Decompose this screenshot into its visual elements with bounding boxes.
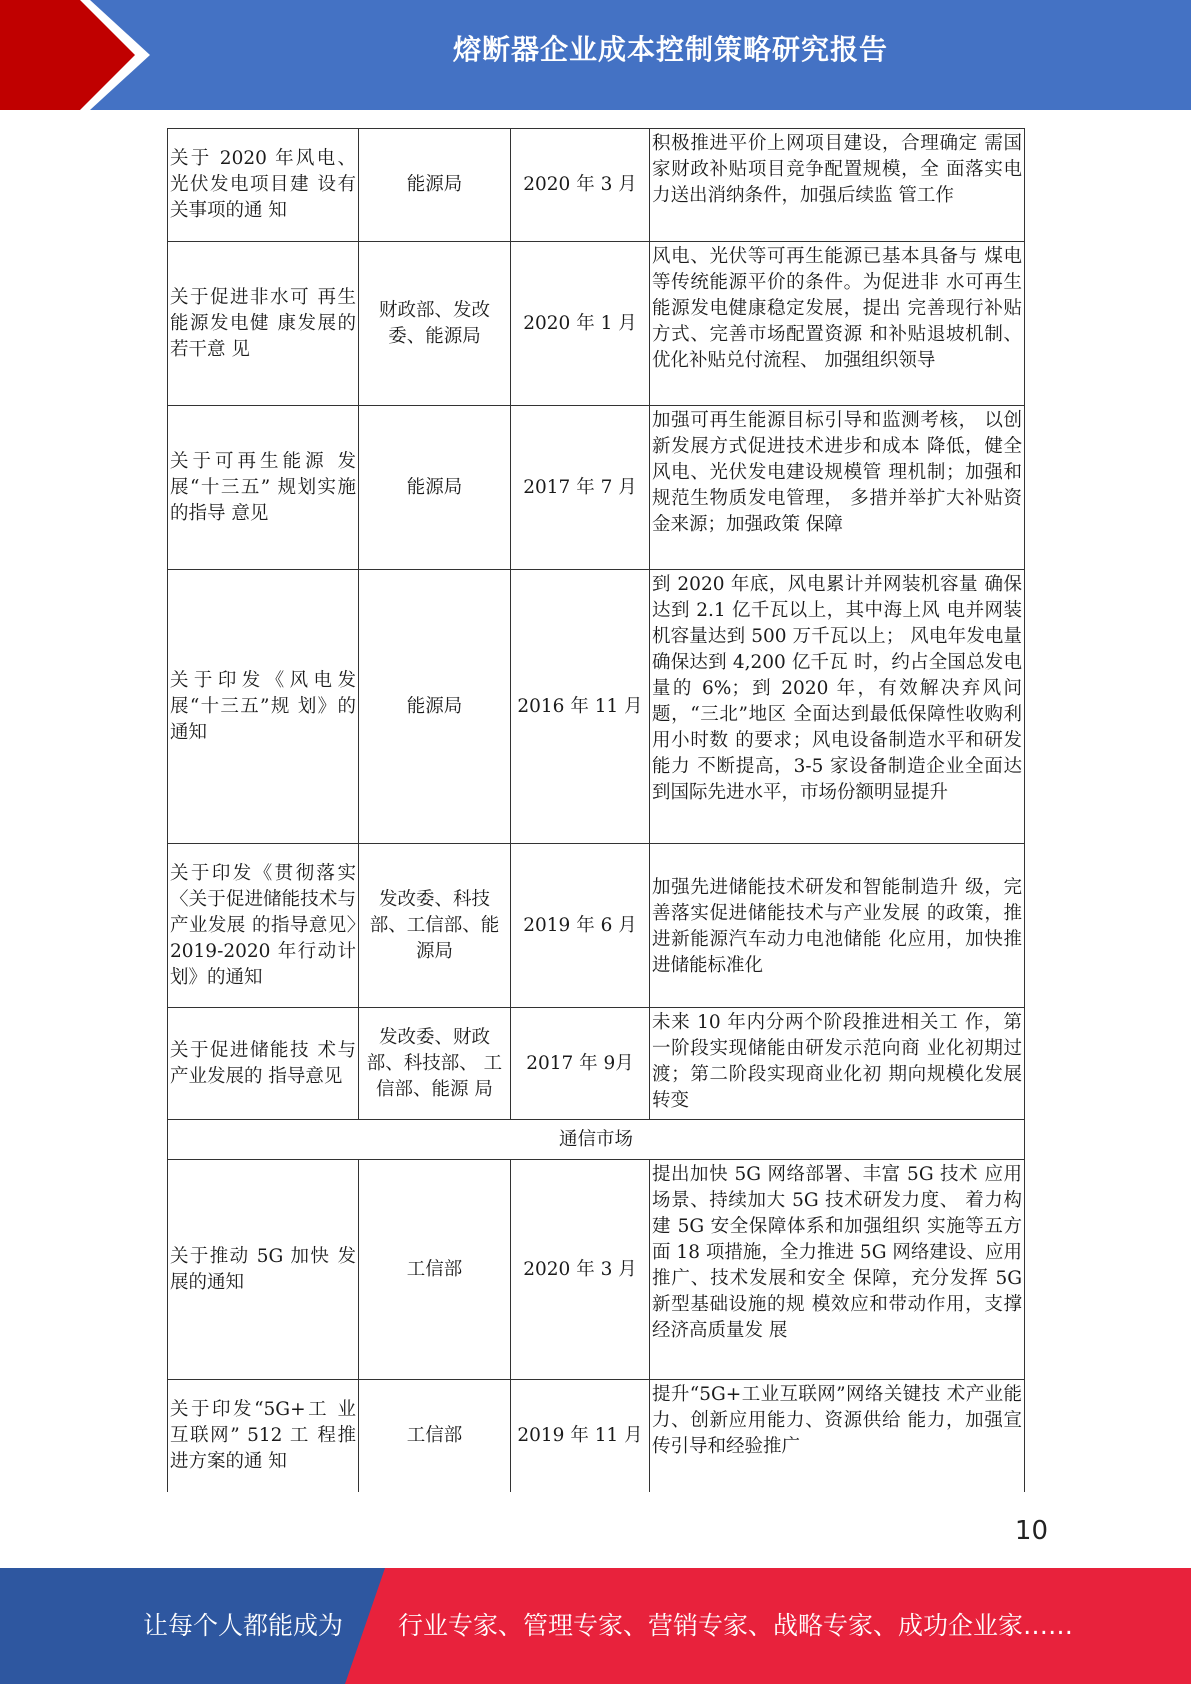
issue-date: 2019 年 6 月 [511, 844, 650, 1008]
table-row [168, 1380, 1025, 1492]
table-row [168, 1008, 1025, 1120]
policy-content: 到 2020 年底，风电累计并网装机容量 确保达到 2.1 亿千瓦以上，其中海上风 电并网装机容量达到 500 万千瓦以上； 风电年发电量确保达到 4,200 亿千瓦 时，约占全国总发电量的 6%；到 2020 年，有效解决弃风问题，“三北”地区 全面达到最低保障性收购利用小时数 的要求；风电设备制造水平和研发能力 不断提高，3-5 家设备制造企业全面达 到国际先进水平，市场份额明显提升 [650, 570, 1025, 844]
header-red-arrow-decoration [0, 0, 150, 110]
issue-date: 2020 年 3 月 [511, 1160, 650, 1380]
policy-content: 积极推进平价上网项目建设，合理确定 需国家财政补贴项目竞争配置规模，全 面落实电力送出消纳条件，加强后续监 管工作 [650, 129, 1025, 242]
policy-table [167, 128, 1025, 1492]
policy-title: 关于 2020 年风电、光伏发电项目建 设有关事项的通 知 [168, 129, 359, 242]
issue-date: 2019 年 11 月 [511, 1380, 650, 1492]
policy-title: 关于印发《贯彻落实〈关于促进储能技术与产业发展 的指导意见〉2019-2020 年行动计划》的通知 [168, 844, 359, 1008]
issuing-department: 工信部 [359, 1160, 511, 1380]
page-header [0, 0, 1191, 110]
policy-title: 关于促进储能技 术与产业发展的 指导意见 [168, 1008, 359, 1120]
issue-date: 2017 年 9月 [511, 1008, 650, 1120]
policy-title: 关于推动 5G 加快 发展的通知 [168, 1160, 359, 1380]
issuing-department: 发改委、财政部、科技部、 工信部、能源 局 [359, 1008, 511, 1120]
table-row [168, 129, 1025, 242]
issue-date: 2017 年 7 月 [511, 406, 650, 570]
table-row [168, 406, 1025, 570]
footer-slogan-right: 行业专家、管理专家、营销专家、战略专家、成功企业家…… [398, 1611, 1074, 1640]
section-header-row [168, 1120, 1025, 1160]
issue-date: 2016 年 11 月 [511, 570, 650, 844]
issuing-department: 发改委、科技部、工信部、能源局 [359, 844, 511, 1008]
table-row [168, 570, 1025, 844]
policy-title: 关于可再生能源 发展“十三五” 规划实施的指导 意见 [168, 406, 359, 570]
table-row [168, 844, 1025, 1008]
issue-date: 2020 年 3 月 [511, 129, 650, 242]
policy-content: 提出加快 5G 网络部署、丰富 5G 技术 应用场景、持续加大 5G 技术研发力度、 着力构建 5G 安全保障体系和加强组织 实施等五方面 18 项措施，全力推进 5G 网络建设、应用推广、技术发展和安全 保障，充分发挥 5G 新型基础设施的规 模效应和带动作用，支撑经济高质量发 展 [650, 1160, 1025, 1380]
issuing-department: 能源局 [359, 406, 511, 570]
page-footer [0, 1568, 1191, 1684]
policy-title: 关于促进非水可 再生能源发电健 康发展的若干意 见 [168, 242, 359, 406]
issuing-department: 财政部、发改委、能源局 [359, 242, 511, 406]
policy-title: 关于印发《风电发展“十三五”规 划》的通知 [168, 570, 359, 844]
policy-content: 风电、光伏等可再生能源已基本具备与 煤电等传统能源平价的条件。为促进非 水可再生能源发电健康稳定发展，提出 完善现行补贴方式、完善市场配置资源 和补贴退坡机制、优化补贴兑付流程、 加强组织领导 [650, 242, 1025, 406]
policy-content: 加强可再生能源目标引导和监测考核， 以创新发展方式促进技术进步和成本 降低，健全风电、光伏发电建设规模管 理机制；加强和规范生物质发电管理， 多措并举扩大补贴资金来源；加强政策 保障 [650, 406, 1025, 570]
policy-content: 提升“5G+工业互联网”网络关键技 术产业能力、创新应用能力、资源供给 能力，加强宣传引导和经验推广 [650, 1380, 1025, 1492]
report-title: 熔断器企业成本控制策略研究报告 [452, 33, 888, 66]
issuing-department: 能源局 [359, 129, 511, 242]
footer-slogan-left: 让每个人都能成为 [143, 1611, 344, 1640]
policy-content: 加强先进储能技术研发和智能制造升 级，完善落实促进储能技术与产业发展 的政策，推进新能源汽车动力电池储能 化应用，加快推进储能标准化 [650, 844, 1025, 1008]
section-label: 通信市场 [168, 1120, 1025, 1160]
issuing-department: 能源局 [359, 570, 511, 844]
issue-date: 2020 年 1 月 [511, 242, 650, 406]
table-row [168, 242, 1025, 406]
issuing-department: 工信部 [359, 1380, 511, 1492]
policy-title: 关于印发“5G+工 业互联网” 512 工 程推进方案的通 知 [168, 1380, 359, 1492]
page-number: 10 [1014, 1516, 1048, 1546]
policy-content: 未来 10 年内分两个阶段推进相关工 作，第一阶段实现储能由研发示范向商 业化初期过渡；第二阶段实现商业化初 期向规模化发展转变 [650, 1008, 1025, 1120]
table-row [168, 1160, 1025, 1380]
